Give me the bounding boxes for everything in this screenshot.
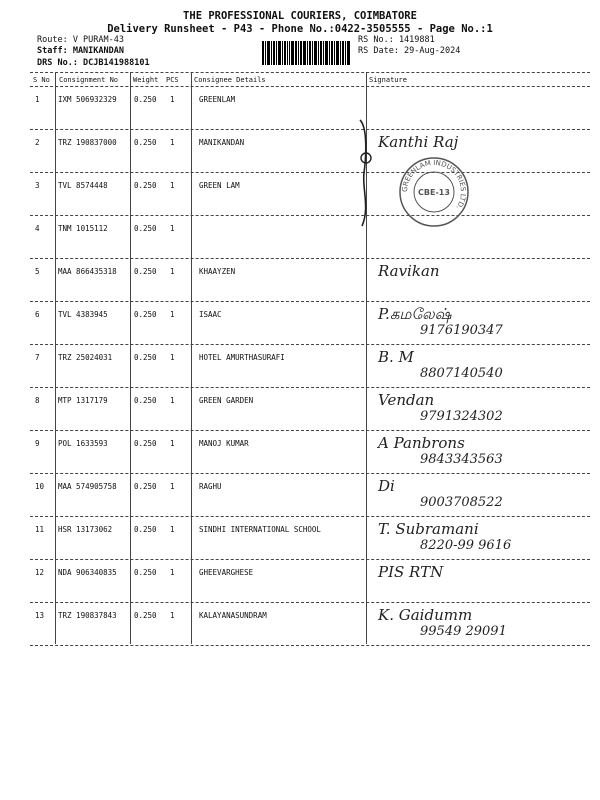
col-header-weight: Weight bbox=[133, 76, 159, 84]
row-consignee: KHAAYZEN bbox=[199, 267, 236, 276]
row-sno: 6 bbox=[35, 310, 40, 319]
row-weight: 0.250 bbox=[134, 138, 157, 147]
row-consignment-no: TRZ 25024031 bbox=[58, 353, 113, 362]
table-row bbox=[30, 473, 590, 517]
row-consignee: ISAAC bbox=[199, 310, 222, 319]
row-signature: Di bbox=[378, 477, 395, 495]
row-signature-phone: 9843343563 bbox=[420, 452, 503, 467]
row-consignment-no: HSR 13173062 bbox=[58, 525, 113, 534]
row-consignee: MANIKANDAN bbox=[199, 138, 245, 147]
row-weight: 0.250 bbox=[134, 568, 157, 577]
table-row bbox=[30, 387, 590, 431]
row-sno: 8 bbox=[35, 396, 40, 405]
barcode-image bbox=[262, 41, 350, 65]
col-header-signature: Signature bbox=[369, 76, 407, 84]
row-sno: 4 bbox=[35, 224, 40, 233]
drs-number: DRS No.: DCJB141988101 bbox=[37, 58, 150, 68]
row-weight: 0.250 bbox=[134, 224, 157, 233]
row-consignment-no: TVL 4383945 bbox=[58, 310, 108, 319]
row-weight: 0.250 bbox=[134, 267, 157, 276]
row-pcs: 1 bbox=[170, 568, 175, 577]
row-consignee: GHEEVARGHESE bbox=[199, 568, 254, 577]
row-sno: 11 bbox=[35, 525, 45, 534]
row-pcs: 1 bbox=[170, 310, 175, 319]
table-row bbox=[30, 129, 590, 173]
row-pcs: 1 bbox=[170, 224, 175, 233]
row-signature: B. M bbox=[378, 348, 414, 366]
row-consignee: RAGHU bbox=[199, 482, 222, 491]
row-sno: 3 bbox=[35, 181, 40, 190]
row-weight: 0.250 bbox=[134, 525, 157, 534]
row-sno: 12 bbox=[35, 568, 45, 577]
row-signature-phone: 8807140540 bbox=[420, 366, 503, 381]
table-row bbox=[30, 172, 590, 216]
row-signature: K. Gaidumm bbox=[378, 606, 473, 624]
row-sno: 2 bbox=[35, 138, 40, 147]
table-row bbox=[30, 344, 590, 388]
row-consignee: GREEN GARDEN bbox=[199, 396, 254, 405]
row-weight: 0.250 bbox=[134, 482, 157, 491]
table-row bbox=[30, 559, 590, 603]
row-pcs: 1 bbox=[170, 353, 175, 362]
row-consignment-no: TNM 1015112 bbox=[58, 224, 108, 233]
row-consignment-no: TRZ 190837843 bbox=[58, 611, 117, 620]
row-pcs: 1 bbox=[170, 525, 175, 534]
row-signature-phone: 8220-99 9616 bbox=[420, 538, 512, 553]
row-consignee: MANOJ KUMAR bbox=[199, 439, 249, 448]
row-consignee: KALAYANASUNDRAM bbox=[199, 611, 267, 620]
row-weight: 0.250 bbox=[134, 310, 157, 319]
row-sno: 1 bbox=[35, 95, 40, 104]
row-signature-phone: 9176190347 bbox=[420, 323, 503, 338]
svg-text:CBE-13: CBE-13 bbox=[418, 188, 450, 197]
row-consignee: HOTEL AMURTHASURAFI bbox=[199, 353, 285, 362]
col-header-consignee: Consignee Details bbox=[194, 76, 266, 84]
row-weight: 0.250 bbox=[134, 611, 157, 620]
row-signature: PIS RTN bbox=[378, 563, 444, 581]
row-weight: 0.250 bbox=[134, 353, 157, 362]
row-consignee: GREENLAM bbox=[199, 95, 236, 104]
row-consignment-no: IXM 506932329 bbox=[58, 95, 117, 104]
row-signature: P.கமலேஷ் bbox=[378, 305, 452, 323]
company-title: THE PROFESSIONAL COURIERS, COIMBATORE bbox=[183, 10, 417, 22]
row-signature: A Panbrons bbox=[378, 434, 465, 452]
row-signature-phone: 9003708522 bbox=[420, 495, 503, 510]
row-sno: 7 bbox=[35, 353, 40, 362]
row-pcs: 1 bbox=[170, 95, 175, 104]
row-signature: Vendan bbox=[378, 391, 435, 409]
row-pcs: 1 bbox=[170, 181, 175, 190]
row-sno: 10 bbox=[35, 482, 45, 491]
col-header-pcs: PCS bbox=[166, 76, 179, 84]
staff-label: Staff: MANIKANDAN bbox=[37, 46, 124, 56]
table-row bbox=[30, 86, 590, 130]
row-signature: Ravikan bbox=[378, 262, 440, 280]
row-pcs: 1 bbox=[170, 439, 175, 448]
row-consignment-no: TVL 8574448 bbox=[58, 181, 108, 190]
row-consignee: SINDHI INTERNATIONAL SCHOOL bbox=[199, 525, 321, 534]
brace-mark bbox=[356, 118, 376, 228]
row-sno: 5 bbox=[35, 267, 40, 276]
row-weight: 0.250 bbox=[134, 439, 157, 448]
col-header-consignment: Consignment No bbox=[59, 76, 119, 84]
row-signature-phone: 99549 29091 bbox=[420, 624, 507, 639]
route-label: Route: V PURAM-43 bbox=[37, 35, 124, 45]
rs-number: RS No.: 1419881 bbox=[358, 35, 435, 45]
row-signature: Kanthi Raj bbox=[378, 133, 459, 151]
row-sno: 9 bbox=[35, 439, 40, 448]
row-consignment-no: MTP 1317179 bbox=[58, 396, 108, 405]
row-sno: 13 bbox=[35, 611, 45, 620]
row-consignment-no: POL 1633593 bbox=[58, 439, 108, 448]
col-header-sno: S No bbox=[33, 76, 50, 84]
rs-date: RS Date: 29-Aug-2024 bbox=[358, 46, 461, 56]
row-pcs: 1 bbox=[170, 482, 175, 491]
table-top-rule bbox=[30, 72, 590, 73]
row-weight: 0.250 bbox=[134, 95, 157, 104]
table-row bbox=[30, 258, 590, 302]
table-row bbox=[30, 215, 590, 259]
row-pcs: 1 bbox=[170, 611, 175, 620]
row-signature: T. Subramani bbox=[378, 520, 479, 538]
row-pcs: 1 bbox=[170, 138, 175, 147]
runsheet-subtitle: Delivery Runsheet - P43 - Phone No.:0422-3505555 - Page No.:1 bbox=[107, 23, 493, 35]
row-weight: 0.250 bbox=[134, 181, 157, 190]
row-consignment-no: NDA 906340835 bbox=[58, 568, 117, 577]
row-weight: 0.250 bbox=[134, 396, 157, 405]
company-stamp-icon bbox=[398, 156, 470, 228]
row-pcs: 1 bbox=[170, 267, 175, 276]
svg-text:GREENLAM INDUSTRIES LTD.: GREENLAM INDUSTRIES LTD. bbox=[400, 158, 468, 211]
row-pcs: 1 bbox=[170, 396, 175, 405]
row-consignee: GREEN LAM bbox=[199, 181, 240, 190]
row-signature-phone: 9791324302 bbox=[420, 409, 503, 424]
row-consignment-no: MAA 574905758 bbox=[58, 482, 117, 491]
row-consignment-no: TRZ 190837000 bbox=[58, 138, 117, 147]
table-row bbox=[30, 301, 590, 345]
row-consignment-no: MAA 866435318 bbox=[58, 267, 117, 276]
table-row bbox=[30, 430, 590, 474]
